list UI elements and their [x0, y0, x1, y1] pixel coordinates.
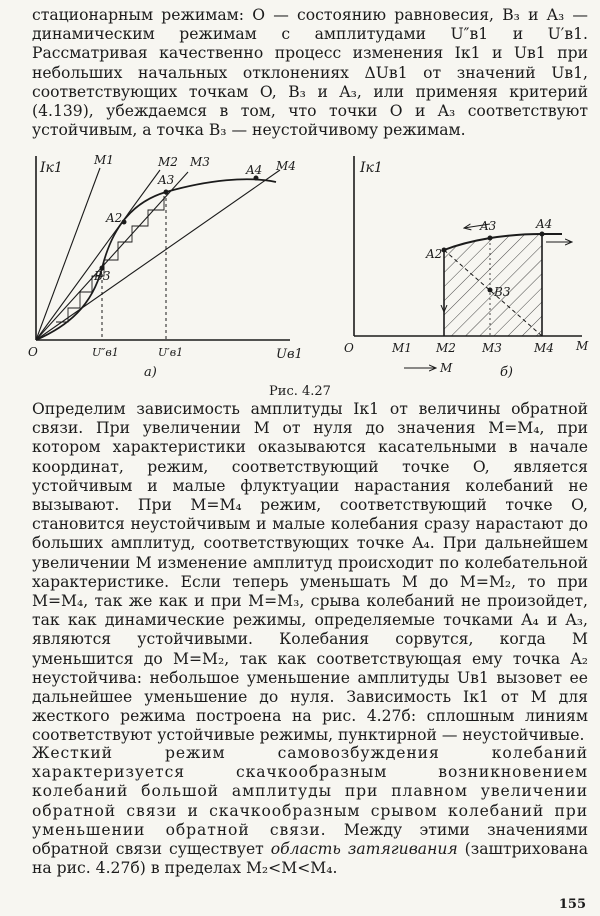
definition-rest-a: Между этими значениями обратной связи существует	[32, 820, 588, 859]
label-a4: A4	[536, 217, 553, 231]
label-a2: A2	[426, 247, 443, 261]
point-a3	[488, 236, 493, 241]
label-a2: A2	[106, 211, 123, 225]
tick-m3: M3	[482, 341, 502, 355]
tick-u1: U′в1	[158, 346, 184, 359]
label-b3: B3	[94, 269, 111, 283]
figure-caption: Рис. 4.27	[269, 384, 331, 399]
definition-rest-b: (заштрихована на рис. 4.27б) в пределах M₂<M<M₄.	[32, 840, 589, 878]
line-m2	[36, 170, 160, 340]
tick-m2: M2	[436, 341, 456, 355]
paragraph-intro: стационарным режимам: O — состоянию равновесия, B₃ и A₃ — динамическим режимам с амплитудами U″в1 и U′в1. Рассматривая качественно процесс изменения Iк1 и Uв1 при небольших начальных отклонениях ΔUв1 от значений Uв1, соответствующих точкам O, B₃ и A₃, или применяя критерий (4.139), убеждаемся в том, что точки O и A₃ соответствуют устойчивым, а точка B₃ — неустойчивому режимам.	[32, 6, 588, 140]
figure-b	[340, 150, 590, 382]
line-m3	[36, 172, 188, 340]
label-a4: A4	[246, 163, 263, 177]
y-axis-label: Iк1	[40, 160, 63, 176]
point-a4	[540, 232, 545, 237]
label-b3: B3	[494, 285, 511, 299]
definition-spaced: Жесткий режим самовозбуждения колебаний характеризуется скачкообразным возникновением колебаний большой амплитуды при плавном увеличении обратной связи и скачкообразным срывом колебаний при уменьшении обратной связи.	[32, 744, 588, 839]
x-axis-label: Uв1	[276, 347, 303, 362]
point-b3	[488, 288, 493, 293]
tick-m4: M4	[534, 341, 554, 355]
tick-m1: M1	[392, 341, 412, 355]
origin-label: O	[344, 341, 354, 355]
y-axis-label: Iк1	[360, 160, 383, 176]
characteristic-curve	[36, 179, 276, 340]
label-m4: M4	[276, 159, 296, 173]
panel-label-b: б)	[500, 365, 514, 380]
x-axis-end-label: M	[576, 339, 589, 353]
origin-label: O	[28, 345, 38, 359]
paragraph-body: Определим зависимость амплитуды Iк1 от величины обратной связи. При увеличении M от нуля до значения M=M₄, при котором характеристики оказываются касательными в начале координат, режим, соответствующий точке O, является устойчивым и малые флуктуации нарастания колебаний не вызывают. При M=M₄ режим, соответствующий точке O, становится неустойчивым и малые колебания сразу нарастают до больших амплитуд, соответствующих точке A₄. При дальнейшем увеличении M изменение амплитуд происходит по колебательной характеристике. Если теперь уменьшать M до M=M₂, то при M=M₄, так же как и при M=M₃, срыва колебаний не произойдет, так как динамические режимы, определяемые точками A₄ и A₃, являются устойчивыми. Колебания сорвутся, когда M уменьшится до M=M₂, так как соответствующая ему точка A₂ неустойчива: небольшое уменьшение амплитуды Uв1 вызовет ее дальнейшее уменьшение до нуля. Зависимость Iк1 от M для жесткого режима построена на рис. 4.27б: сплошным линиям соответствуют устойчивые режимы, пунктирной — неустойчивые.	[32, 400, 588, 745]
label-a3: A3	[480, 219, 497, 233]
hatched-region	[444, 234, 542, 336]
label-m1: M1	[94, 153, 114, 167]
figure-a	[28, 150, 318, 382]
tick-u2: U″в1	[92, 346, 119, 359]
label-a3: A3	[158, 173, 175, 187]
arrow-m-label: M	[440, 361, 453, 375]
definition-term: область затягивания	[270, 840, 458, 859]
paragraph-definition	[32, 744, 588, 878]
page-number: 155	[558, 897, 586, 912]
label-m2: M2	[158, 155, 178, 169]
panel-label-a: а)	[144, 365, 157, 380]
label-m3: M3	[190, 155, 210, 169]
point-a3	[164, 190, 169, 195]
